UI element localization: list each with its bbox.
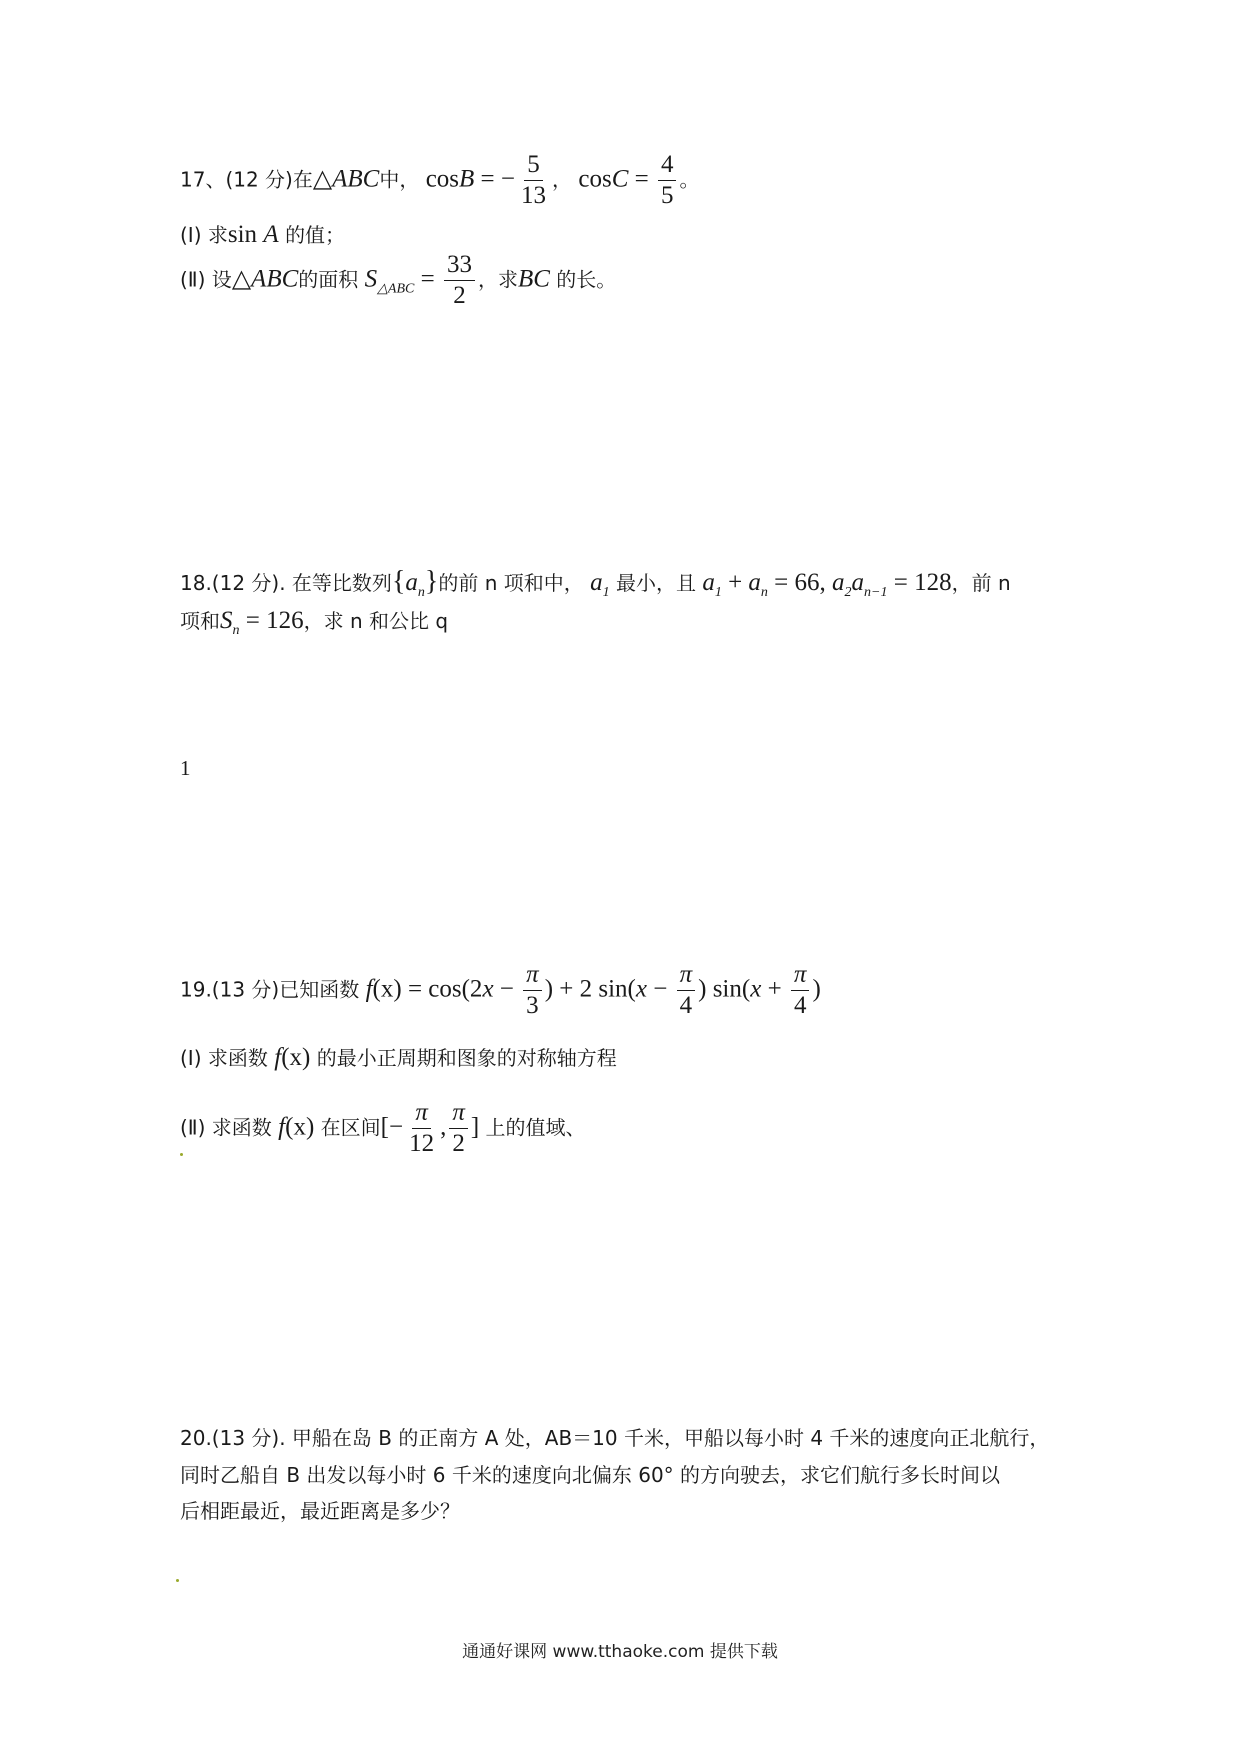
p18-e1-n: a [748,569,761,596]
p19-fr3-den: 4 [793,992,807,1020]
p19-q2-fr2-num: π [449,1100,468,1129]
p18-s-sub: n [232,623,240,638]
p17-q2-s-sub: △ABC [377,281,415,297]
p19-minus2: − [646,975,674,1003]
p18-l1-d: ，前 n [951,571,1011,595]
p17-f1-den: 13 [521,182,546,210]
p17-q2-abc: ABC [251,265,299,293]
p17-f1-num: 5 [524,152,543,181]
p19-eq: = cos(2 [401,975,483,1003]
p19-fr2-num: π [677,962,696,991]
p17-f2-num: 4 [658,152,677,181]
p17-q2-num: 33 [444,252,475,281]
p17-q2-fraction [444,252,475,310]
p17-f2-den: 5 [660,182,674,210]
p18-e2-eq: = 128 [887,569,952,596]
p17-q2-mid: 的面积 [298,267,359,292]
p18-l2-a: 项和 [180,609,220,633]
p17-q2-den: 2 [453,282,466,310]
p18-s-eq: = 126 [239,607,304,634]
problem-17-statement [180,152,699,210]
p17-triangle-symbol: △ [312,165,333,193]
p18-l1-c: 最小，且 [615,571,696,595]
p19-q1-x: (x) [281,1044,311,1071]
p19-xi: x [482,975,494,1003]
p19-xi2: x [635,975,647,1003]
p17-end: 。 [679,167,700,192]
p17-fraction-2 [658,152,677,210]
p19-q2-fr1-den: 12 [409,1130,435,1158]
p18-e2-b-sub: n−1 [864,585,888,600]
problem-18-line-1 [180,568,1011,600]
p17-q2-bc: BC [517,265,550,293]
p19-plus3: + [761,975,788,1003]
p19-head: 19.(13 分)已知函数 [180,977,360,1002]
problem-17-part-2 [180,252,616,310]
p19-q2-prefix: (Ⅱ) 求函数 [180,1115,272,1140]
p18-e2-a: a [832,569,845,596]
footer-credit: 通通好课网 www.tthaoke.com 提供下载 [462,1642,778,1662]
stray-dot-2 [176,1579,179,1582]
p17-cos-c-label: cos [578,165,612,193]
p19-x: (x) [372,975,402,1003]
p18-e1-a: a [702,569,715,596]
p18-e1-n-sub: n [760,585,768,600]
p17-b: B [459,165,475,193]
p17-zhong: 中， [379,167,420,192]
p17-q1-a: A [263,221,279,248]
p19-fr3-num: π [791,962,810,991]
p19-q1-suffix: 的最小正周期和图象的对称轴方程 [316,1046,617,1070]
stray-dot-1 [180,1153,183,1156]
p17-q2-eq: = [414,265,441,293]
p18-an-sub: n [417,585,425,600]
p19-mid: ) + 2 sin( [544,975,636,1003]
p18-an: a [405,569,418,596]
problem-17-part-1 [180,222,345,247]
p19-mid2: ) sin( [698,975,751,1003]
p17-cos-b-label: cos [425,165,460,193]
p18-stray-number: 1 [180,756,191,780]
p17-q1-prefix: (Ⅰ) 求 [180,223,228,247]
p19-q1-f: f [274,1044,282,1071]
problem-20-line-3 [180,1501,460,1521]
problem-18-line-2 [180,608,448,638]
p17-q2-s: S [364,265,378,293]
p19-fr2-den: 4 [679,992,693,1020]
p20-l2: 同时乙船自 B 出发以每小时 6 千米的速度向北偏东 60° 的方向驶去，求它们航行多长时间以 [180,1463,1001,1487]
p18-brace-close: } [424,566,439,597]
p18-e1-eq: = 66, [767,569,833,596]
p19-f: f [365,975,373,1003]
p20-l3: 后相距最近，最近距离是多少？ [180,1499,460,1523]
p18-e2-b: a [851,569,865,596]
p18-s: S [220,607,233,634]
p18-l2-b: ，求 n 和公比 q [303,609,449,633]
p17-fraction-1 [518,152,549,210]
problem-19-part-1 [180,1045,617,1070]
p17-q2-triangle: △ [231,265,252,293]
p17-c: C [611,165,629,193]
p19-q2-f: f [278,1113,286,1141]
p19-q2-open: [− [380,1113,404,1141]
p19-q2-fraction-2 [449,1100,468,1158]
p18-l1-a: 18.(12 分). 在等比数列 [180,571,392,595]
p18-a1: a [590,569,603,596]
p18-a1-sub: 1 [602,585,610,600]
p19-fraction-1 [523,962,542,1020]
p17-eq-neg: = − [474,165,515,193]
p17-head: 17、(12 分)在 [180,167,313,192]
p17-q1-suffix: 的值； [285,223,346,247]
problem-20-line-1 [180,1428,1049,1448]
p17-abc: ABC [332,165,380,193]
p18-e1-a-sub: 1 [714,585,722,600]
p19-minus: − [493,975,521,1003]
p18-brace-open: { [391,566,406,597]
p17-comma: ， [552,167,572,192]
p18-l1-b: 的前 n 项和中， [438,571,584,595]
problem-19-part-2 [180,1100,586,1158]
p17-q1-sin: sin [227,221,258,248]
p19-q2-suffix: 上的值域、 [485,1115,586,1140]
p19-fraction-3 [791,962,810,1020]
problem-19-statement [180,962,821,1020]
p19-q2-fr1-num: π [412,1100,431,1129]
p19-q1-prefix: (Ⅰ) 求函数 [180,1046,268,1070]
p19-fr1-num: π [523,962,542,991]
p19-q2-close: ] [470,1113,480,1141]
p19-xi3: x [750,975,762,1003]
p19-fr1-den: 3 [526,992,539,1020]
p17-q2-end: 的长。 [556,267,617,292]
stray-mark [180,758,191,779]
p19-q2-fr2-den: 2 [452,1130,465,1158]
p19-q2-x: (x) [285,1113,315,1141]
p19-close: ) [812,975,821,1003]
problem-20-line-2 [180,1465,1000,1485]
p17-q2-rest: ，求 [477,267,518,292]
p19-fraction-2 [677,962,696,1020]
p17-eq: = [628,165,655,193]
p19-q2-comma: , [440,1113,447,1141]
p18-e1-plus: + [721,569,749,596]
p19-q2-mid: 在区间 [320,1115,381,1140]
p17-q2-prefix: (Ⅱ) 设 [180,267,232,292]
p19-q2-fraction-1 [406,1100,437,1158]
p18-e2-a-sub: 2 [844,585,852,600]
p20-l1: 20.(13 分). 甲船在岛 B 的正南方 A 处，AB＝10 千米，甲船以每小时 4 千米的速度向正北航行， [180,1426,1050,1450]
